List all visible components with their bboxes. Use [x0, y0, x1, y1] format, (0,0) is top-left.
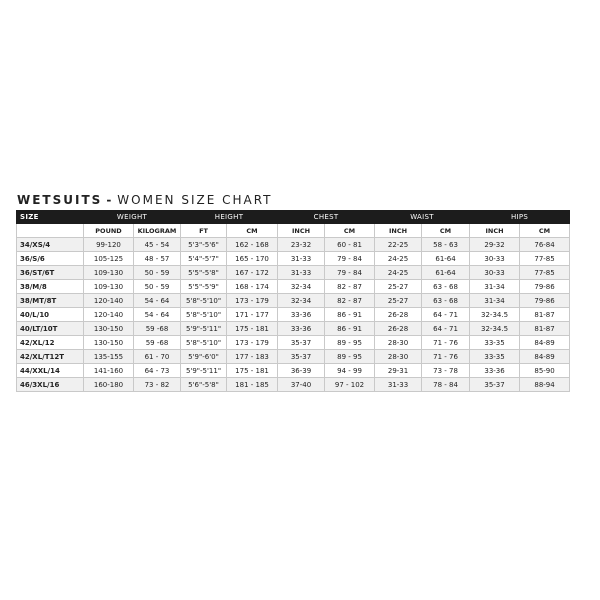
cell-hips-cm: 77-85: [520, 266, 570, 280]
cell-waist-inch: 24-25: [375, 252, 422, 266]
cell-waist-cm: 64 - 71: [422, 308, 470, 322]
cell-hips-cm: 77-85: [520, 252, 570, 266]
cell-chest-inch: 35-37: [278, 336, 325, 350]
table-row: [17, 308, 570, 322]
cell-weight-kilogram: 64 - 73: [134, 364, 181, 378]
group-header-row: [17, 211, 570, 224]
cell-height-cm: 165 - 170: [227, 252, 278, 266]
cell-hips-cm: 79-86: [520, 294, 570, 308]
table-row: [17, 322, 570, 336]
cell-weight-kilogram: 50 - 59: [134, 280, 181, 294]
cell-waist-inch: 26-28: [375, 308, 422, 322]
cell-weight-pound: 135-155: [84, 350, 134, 364]
cell-chest-inch: 31-33: [278, 252, 325, 266]
table-row: [17, 280, 570, 294]
cell-hips-cm: 84-89: [520, 350, 570, 364]
cell-hips-cm: 76-84: [520, 238, 570, 252]
cell-hips-inch: 31-34: [470, 294, 520, 308]
cell-weight-pound: 109-130: [84, 266, 134, 280]
table-row: [17, 364, 570, 378]
cell-weight-kilogram: 59 -68: [134, 336, 181, 350]
cell-height-cm: 173 - 179: [227, 336, 278, 350]
header-height: HEIGHT: [181, 211, 278, 224]
cell-height-cm: 171 - 177: [227, 308, 278, 322]
cell-size: 38/M/8: [17, 280, 84, 294]
cell-chest-inch: 37-40: [278, 378, 325, 392]
header-size: SIZE: [17, 211, 84, 224]
unit-header-cell: CM: [325, 224, 375, 238]
cell-size: 38/MT/8T: [17, 294, 84, 308]
cell-height-ft: 5'9"-5'11": [181, 364, 227, 378]
cell-chest-inch: 33-36: [278, 322, 325, 336]
cell-waist-inch: 26-28: [375, 322, 422, 336]
title-product: WETSUITS: [17, 193, 103, 207]
cell-weight-pound: 141-160: [84, 364, 134, 378]
unit-header-cell: CM: [520, 224, 570, 238]
cell-chest-inch: 32-34: [278, 280, 325, 294]
cell-size: 42/XL/12: [17, 336, 84, 350]
unit-header-cell: FT: [181, 224, 227, 238]
cell-height-cm: 173 - 179: [227, 294, 278, 308]
cell-chest-cm: 60 - 81: [325, 238, 375, 252]
cell-size: 40/L/10: [17, 308, 84, 322]
cell-height-ft: 5'9"-5'11": [181, 322, 227, 336]
cell-weight-kilogram: 59 -68: [134, 322, 181, 336]
cell-waist-cm: 63 - 68: [422, 294, 470, 308]
size-chart-body: [17, 238, 570, 392]
cell-chest-inch: 35-37: [278, 350, 325, 364]
table-row: [17, 238, 570, 252]
cell-height-ft: 5'4"-5'7": [181, 252, 227, 266]
cell-hips-inch: 32-34.5: [470, 322, 520, 336]
cell-height-ft: 5'6"-5'8": [181, 378, 227, 392]
cell-chest-cm: 86 - 91: [325, 308, 375, 322]
cell-waist-cm: 71 - 76: [422, 350, 470, 364]
cell-height-cm: 181 - 185: [227, 378, 278, 392]
cell-hips-inch: 33-35: [470, 336, 520, 350]
cell-height-ft: 5'8"-5'10": [181, 308, 227, 322]
cell-hips-cm: 88-94: [520, 378, 570, 392]
cell-height-ft: 5'8"-5'10": [181, 336, 227, 350]
unit-header-cell: CM: [227, 224, 278, 238]
unit-header-cell: CM: [422, 224, 470, 238]
cell-size: 46/3XL/16: [17, 378, 84, 392]
table-row: [17, 350, 570, 364]
cell-chest-cm: 86 - 91: [325, 322, 375, 336]
cell-hips-inch: 30-33: [470, 252, 520, 266]
cell-height-cm: 168 - 174: [227, 280, 278, 294]
cell-waist-inch: 25-27: [375, 280, 422, 294]
unit-header-row: [17, 224, 570, 238]
size-chart-title: [17, 193, 273, 207]
title-subtitle: WOMEN SIZE CHART: [117, 193, 273, 207]
cell-height-cm: 177 - 183: [227, 350, 278, 364]
cell-size: 36/ST/6T: [17, 266, 84, 280]
cell-size: 40/LT/10T: [17, 322, 84, 336]
cell-waist-cm: 61-64: [422, 266, 470, 280]
cell-hips-cm: 81-87: [520, 308, 570, 322]
cell-weight-kilogram: 73 - 82: [134, 378, 181, 392]
unit-header-cell: INCH: [375, 224, 422, 238]
cell-hips-inch: 35-37: [470, 378, 520, 392]
cell-hips-inch: 33-35: [470, 350, 520, 364]
cell-height-cm: 175 - 181: [227, 364, 278, 378]
cell-weight-pound: 120-140: [84, 294, 134, 308]
cell-chest-cm: 89 - 95: [325, 336, 375, 350]
cell-hips-cm: 81-87: [520, 322, 570, 336]
cell-waist-cm: 61-64: [422, 252, 470, 266]
cell-height-ft: 5'5"-5'9": [181, 280, 227, 294]
cell-waist-inch: 29-31: [375, 364, 422, 378]
cell-size: 44/XXL/14: [17, 364, 84, 378]
cell-chest-cm: 79 - 84: [325, 252, 375, 266]
unit-header-cell: INCH: [470, 224, 520, 238]
cell-weight-kilogram: 48 - 57: [134, 252, 181, 266]
cell-waist-cm: 63 - 68: [422, 280, 470, 294]
cell-weight-kilogram: 54 - 64: [134, 308, 181, 322]
cell-waist-cm: 73 - 78: [422, 364, 470, 378]
header-chest: CHEST: [278, 211, 375, 224]
cell-chest-inch: 32-34: [278, 294, 325, 308]
cell-weight-kilogram: 45 - 54: [134, 238, 181, 252]
table-row: [17, 252, 570, 266]
cell-size: 34/XS/4: [17, 238, 84, 252]
cell-hips-cm: 84-89: [520, 336, 570, 350]
cell-height-cm: 162 - 168: [227, 238, 278, 252]
cell-waist-inch: 22-25: [375, 238, 422, 252]
cell-weight-pound: 130-150: [84, 322, 134, 336]
cell-hips-inch: 33-36: [470, 364, 520, 378]
unit-header-cell: KILOGRAM: [134, 224, 181, 238]
cell-waist-cm: 64 - 71: [422, 322, 470, 336]
cell-weight-pound: 109-130: [84, 280, 134, 294]
table-row: [17, 266, 570, 280]
cell-weight-pound: 130-150: [84, 336, 134, 350]
cell-chest-cm: 82 - 87: [325, 294, 375, 308]
table-row: [17, 378, 570, 392]
cell-weight-pound: 160-180: [84, 378, 134, 392]
cell-size: 36/S/6: [17, 252, 84, 266]
cell-hips-inch: 29-32: [470, 238, 520, 252]
cell-height-ft: 5'9"-6'0": [181, 350, 227, 364]
cell-hips-inch: 32-34.5: [470, 308, 520, 322]
cell-chest-inch: 23-32: [278, 238, 325, 252]
cell-chest-inch: 36-39: [278, 364, 325, 378]
cell-waist-inch: 24-25: [375, 266, 422, 280]
cell-height-ft: 5'3"-5'6": [181, 238, 227, 252]
header-hips: HIPS: [470, 211, 570, 224]
unit-header-blank: [17, 224, 84, 238]
header-waist: WAIST: [375, 211, 470, 224]
cell-waist-inch: 28-30: [375, 336, 422, 350]
cell-height-cm: 167 - 172: [227, 266, 278, 280]
unit-header-cell: INCH: [278, 224, 325, 238]
cell-chest-cm: 79 - 84: [325, 266, 375, 280]
cell-chest-inch: 31-33: [278, 266, 325, 280]
cell-weight-kilogram: 50 - 59: [134, 266, 181, 280]
cell-waist-inch: 25-27: [375, 294, 422, 308]
header-weight: WEIGHT: [84, 211, 181, 224]
table-row: [17, 294, 570, 308]
cell-height-cm: 175 - 181: [227, 322, 278, 336]
cell-chest-inch: 33-36: [278, 308, 325, 322]
table-row: [17, 336, 570, 350]
cell-chest-cm: 82 - 87: [325, 280, 375, 294]
cell-height-ft: 5'5"-5'8": [181, 266, 227, 280]
title-separator: -: [106, 193, 114, 207]
cell-waist-inch: 28-30: [375, 350, 422, 364]
cell-size: 42/XL/T12T: [17, 350, 84, 364]
cell-waist-inch: 31-33: [375, 378, 422, 392]
cell-height-ft: 5'8"-5'10": [181, 294, 227, 308]
cell-waist-cm: 71 - 76: [422, 336, 470, 350]
cell-hips-cm: 85-90: [520, 364, 570, 378]
cell-waist-cm: 58 - 63: [422, 238, 470, 252]
cell-chest-cm: 97 - 102: [325, 378, 375, 392]
cell-weight-pound: 99-120: [84, 238, 134, 252]
cell-hips-cm: 79-86: [520, 280, 570, 294]
cell-weight-pound: 120-140: [84, 308, 134, 322]
cell-chest-cm: 94 - 99: [325, 364, 375, 378]
size-chart-table: [16, 210, 570, 392]
cell-waist-cm: 78 - 84: [422, 378, 470, 392]
cell-hips-inch: 30-33: [470, 266, 520, 280]
cell-chest-cm: 89 - 95: [325, 350, 375, 364]
cell-hips-inch: 31-34: [470, 280, 520, 294]
cell-weight-kilogram: 54 - 64: [134, 294, 181, 308]
unit-header-cell: POUND: [84, 224, 134, 238]
cell-weight-kilogram: 61 - 70: [134, 350, 181, 364]
cell-weight-pound: 105-125: [84, 252, 134, 266]
